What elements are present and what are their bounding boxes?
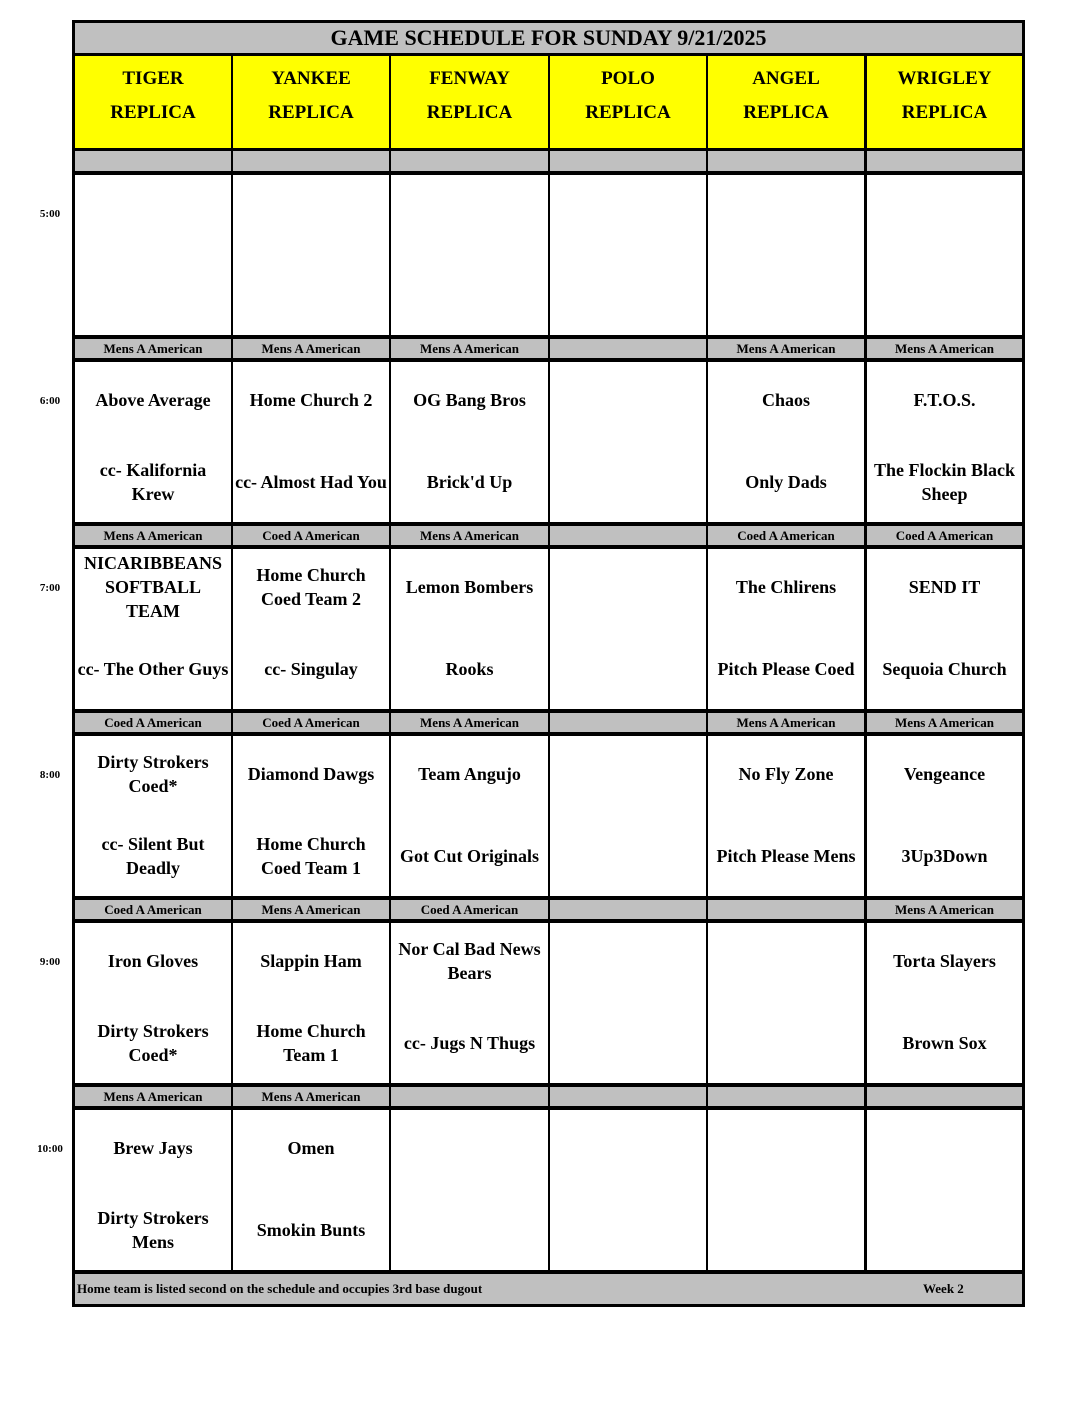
away-team: Torta Slayers xyxy=(893,951,996,971)
home-team: Rooks xyxy=(445,659,494,679)
home-team xyxy=(708,1007,864,1079)
field-subtitle: REPLICA xyxy=(426,102,513,123)
division-label: Mens A American xyxy=(867,339,1022,358)
home-team xyxy=(708,259,864,331)
home-team xyxy=(75,259,231,331)
field-subtitle: REPLICA xyxy=(268,102,354,123)
game-cell xyxy=(391,1110,548,1270)
division-label xyxy=(233,151,389,171)
away-team: Nor Cal Bad News Bears xyxy=(398,939,541,983)
division-label: Coed A American xyxy=(75,900,231,919)
game-cell xyxy=(75,923,231,1083)
game-cell xyxy=(867,923,1022,1083)
division-label: Mens A American xyxy=(233,900,389,919)
game-cell xyxy=(550,175,706,335)
home-team: Smokin Bunts xyxy=(256,1220,366,1240)
division-label: Mens A American xyxy=(391,526,548,545)
away-team xyxy=(75,179,231,247)
away-team: Diamond Dawgs xyxy=(247,764,375,784)
division-label xyxy=(75,151,231,171)
home-team: Home Church Team 1 xyxy=(256,1021,366,1065)
field-name: ANGEL xyxy=(752,68,820,89)
home-team: cc- Kalifornia Krew xyxy=(99,460,207,504)
home-team xyxy=(550,633,706,705)
home-team: cc- Singulay xyxy=(264,659,358,679)
division-label: Mens A American xyxy=(233,339,389,358)
game-cell xyxy=(867,549,1022,709)
time-label: 7:00 xyxy=(39,582,61,594)
schedule-table xyxy=(72,20,1025,1307)
game-cell xyxy=(867,736,1022,896)
home-team: cc- Almost Had You xyxy=(235,472,387,492)
game-cell xyxy=(550,549,706,709)
field-name: TIGER xyxy=(122,68,184,89)
division-label xyxy=(550,713,706,732)
game-cell xyxy=(75,175,231,335)
home-team: Brown Sox xyxy=(902,1033,987,1053)
division-label xyxy=(550,526,706,545)
away-team xyxy=(550,179,706,247)
field-name: POLO xyxy=(601,68,655,89)
away-team xyxy=(708,1114,864,1182)
home-team: The Flockin Black Sheep xyxy=(873,460,1016,504)
game-cell xyxy=(233,736,389,896)
field-subtitle: REPLICA xyxy=(585,102,671,123)
home-team xyxy=(550,1007,706,1079)
home-team xyxy=(550,1194,706,1266)
away-team: Team Angujo xyxy=(418,764,521,784)
field-header-wrigley xyxy=(867,56,1022,148)
division-label xyxy=(391,1087,548,1106)
game-cell xyxy=(708,736,864,896)
division-label xyxy=(550,1087,706,1106)
field-header-polo xyxy=(550,56,706,148)
game-cell xyxy=(233,549,389,709)
away-team: Dirty Strokers Coed* xyxy=(97,752,209,796)
away-team xyxy=(550,366,706,434)
division-label: Mens A American xyxy=(75,526,231,545)
field-header-angel xyxy=(708,56,864,148)
division-label xyxy=(867,1087,1022,1106)
game-cell xyxy=(708,549,864,709)
away-team: Home Church Coed Team 2 xyxy=(256,565,366,609)
division-label: Mens A American xyxy=(867,713,1022,732)
home-team xyxy=(550,259,706,331)
division-label: Mens A American xyxy=(391,339,548,358)
time-label: 8:00 xyxy=(39,769,61,781)
away-team xyxy=(550,1114,706,1182)
division-label: Mens A American xyxy=(708,339,864,358)
field-name: WRIGLEY xyxy=(897,68,992,89)
division-label xyxy=(391,151,548,171)
division-label xyxy=(550,151,706,171)
home-team: cc- Silent But Deadly xyxy=(101,834,205,878)
game-cell xyxy=(233,175,389,335)
away-team xyxy=(233,179,389,247)
game-cell xyxy=(867,1110,1022,1270)
game-cell xyxy=(233,1110,389,1270)
division-label xyxy=(708,151,864,171)
game-cell xyxy=(391,736,548,896)
time-label: 6:00 xyxy=(39,395,61,407)
home-team: Got Cut Originals xyxy=(399,846,539,866)
away-team: Vengeance xyxy=(903,764,986,784)
game-cell xyxy=(708,362,864,522)
game-cell xyxy=(233,923,389,1083)
game-cell xyxy=(708,923,864,1083)
away-team: OG Bang Bros xyxy=(413,390,526,410)
home-team: 3Up3Down xyxy=(901,846,988,866)
away-team: Above Average xyxy=(95,390,211,410)
division-label: Coed A American xyxy=(75,713,231,732)
field-name: FENWAY xyxy=(429,68,510,89)
field-subtitle: REPLICA xyxy=(901,102,988,123)
time-label: 5:00 xyxy=(39,208,61,220)
away-team xyxy=(867,1114,1022,1182)
home-team xyxy=(233,259,389,331)
game-cell xyxy=(708,175,864,335)
game-cell xyxy=(75,1110,231,1270)
division-label xyxy=(708,1087,864,1106)
away-team xyxy=(550,740,706,808)
division-label: Mens A American xyxy=(75,339,231,358)
field-header-yankee xyxy=(233,56,389,148)
away-team: NICARIBBEANS SOFTBALL TEAM xyxy=(83,553,223,621)
game-cell xyxy=(391,923,548,1083)
game-cell xyxy=(867,362,1022,522)
division-label xyxy=(550,900,706,919)
home-team: cc- Jugs N Thugs xyxy=(403,1033,536,1053)
home-team xyxy=(550,446,706,518)
away-team: Home Church 2 xyxy=(249,390,373,410)
away-team xyxy=(708,927,864,995)
away-team: Lemon Bombers xyxy=(405,577,534,597)
away-team: Iron Gloves xyxy=(107,951,199,971)
division-label: Coed A American xyxy=(867,526,1022,545)
game-cell xyxy=(75,549,231,709)
field-name: YANKEE xyxy=(271,68,351,89)
field-subtitle: REPLICA xyxy=(743,102,829,123)
game-cell xyxy=(391,175,548,335)
home-team xyxy=(391,259,548,331)
division-label: Mens A American xyxy=(391,713,548,732)
away-team xyxy=(550,927,706,995)
footer-note: Home team is listed second on the schedule and occupies 3rd base dugout xyxy=(77,1281,483,1296)
game-cell xyxy=(550,736,706,896)
division-label: Coed A American xyxy=(233,526,389,545)
home-team: Sequoia Church xyxy=(882,659,1007,679)
home-team: Dirty Strokers Mens xyxy=(97,1208,209,1252)
home-team xyxy=(708,1194,864,1266)
home-team: cc- The Other Guys xyxy=(77,659,229,679)
week-label: Week 2 xyxy=(923,1281,964,1296)
away-team xyxy=(550,553,706,621)
away-team: Chaos xyxy=(761,390,810,410)
footer-bar xyxy=(75,1274,1022,1304)
away-team xyxy=(867,179,1022,247)
time-label: 9:00 xyxy=(39,956,61,968)
division-label: Coed A American xyxy=(233,713,389,732)
division-label xyxy=(550,339,706,358)
game-cell xyxy=(550,923,706,1083)
game-cell xyxy=(391,362,548,522)
away-team: Brew Jays xyxy=(113,1138,193,1158)
home-team xyxy=(867,259,1022,331)
home-team: Home Church Coed Team 1 xyxy=(256,834,366,878)
game-cell xyxy=(233,362,389,522)
away-team xyxy=(391,1114,548,1182)
field-subtitle: REPLICA xyxy=(110,102,196,123)
home-team: Brick'd Up xyxy=(426,472,513,492)
division-label: Mens A American xyxy=(233,1087,389,1106)
division-label: Coed A American xyxy=(391,900,548,919)
away-team: Slappin Ham xyxy=(260,951,362,971)
home-team: Pitch Please Coed xyxy=(717,659,855,679)
field-header-tiger xyxy=(75,56,231,148)
game-cell xyxy=(867,175,1022,335)
away-team xyxy=(708,179,864,247)
away-team: The Chlirens xyxy=(735,577,837,597)
division-label xyxy=(708,900,864,919)
game-cell xyxy=(391,549,548,709)
away-team xyxy=(391,179,548,247)
time-label: 10:00 xyxy=(37,1143,63,1155)
away-team: SEND IT xyxy=(908,577,981,597)
division-label: Mens A American xyxy=(75,1087,231,1106)
division-label xyxy=(867,151,1022,171)
home-team xyxy=(550,820,706,892)
game-cell xyxy=(550,362,706,522)
game-cell xyxy=(75,736,231,896)
home-team: Only Dads xyxy=(745,472,827,492)
game-cell xyxy=(75,362,231,522)
home-team xyxy=(391,1194,548,1266)
field-header-fenway xyxy=(391,56,548,148)
schedule-title: GAME SCHEDULE FOR SUNDAY 9/21/2025 xyxy=(75,23,1022,53)
game-cell xyxy=(708,1110,864,1270)
division-label: Coed A American xyxy=(708,526,864,545)
division-label: Mens A American xyxy=(867,900,1022,919)
home-team: Pitch Please Mens xyxy=(716,846,856,866)
away-team: Omen xyxy=(287,1138,335,1158)
division-label: Mens A American xyxy=(708,713,864,732)
home-team: Dirty Strokers Coed* xyxy=(97,1021,209,1065)
away-team: F.T.O.S. xyxy=(913,390,976,410)
home-team xyxy=(867,1194,1022,1266)
away-team: No Fly Zone xyxy=(738,764,834,784)
game-cell xyxy=(550,1110,706,1270)
